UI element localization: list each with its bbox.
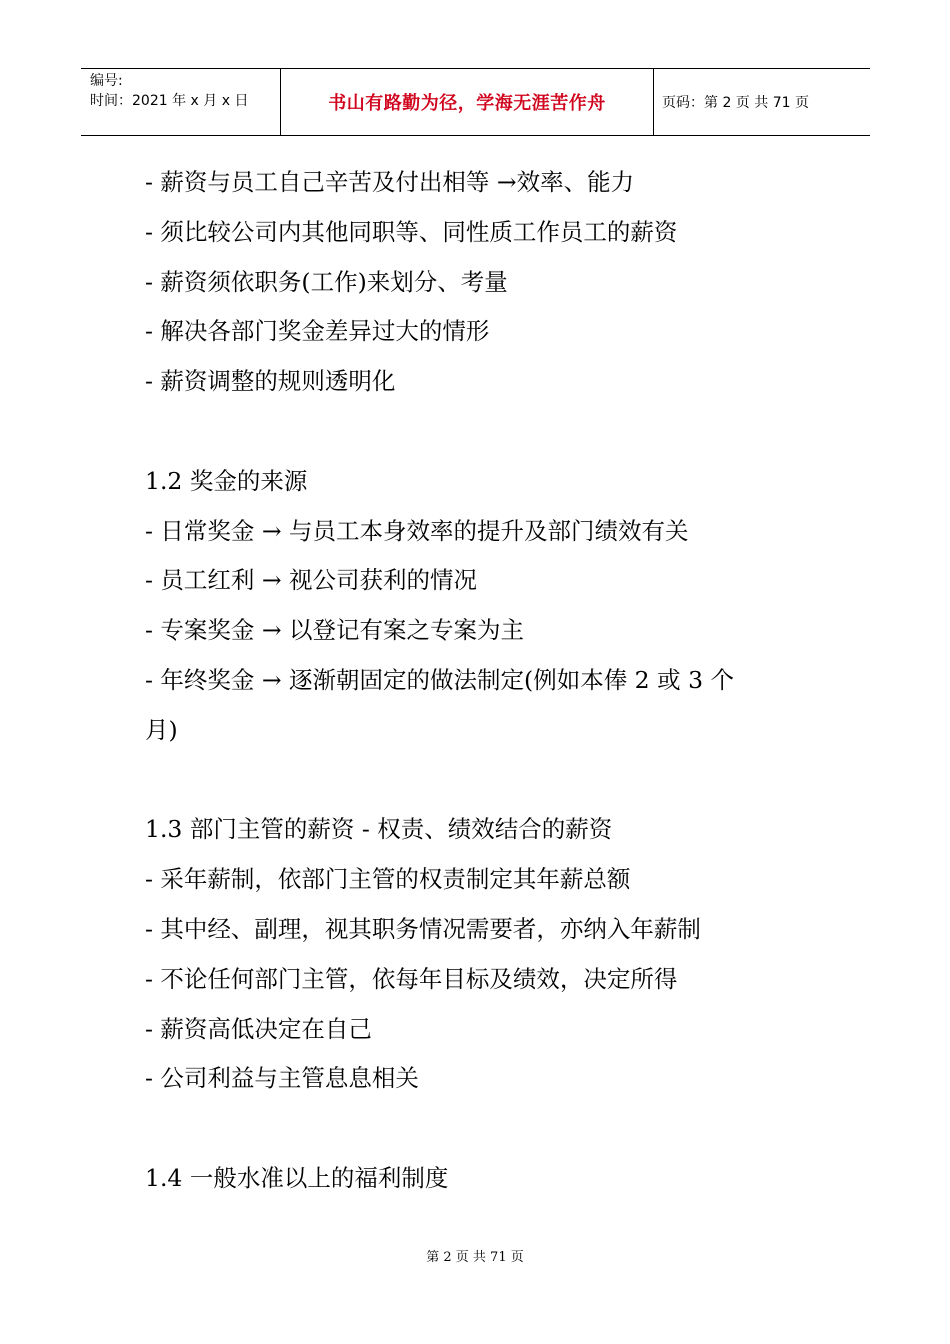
body-line: - 薪资调整的规则透明化 [145, 367, 396, 396]
body-line: - 日常奖金 → 与员工本身效率的提升及部门绩效有关 [145, 516, 689, 545]
document-body [145, 158, 815, 1204]
body-line: - 解决各部门奖金差异过大的情形 [145, 317, 490, 346]
paragraph-gap [145, 1104, 815, 1154]
section-heading: 1.4 一般水准以上的福利制度 [145, 1163, 449, 1192]
body-line: - 采年薪制，依部门主管的权责制定其年薪总额 [145, 865, 631, 894]
body-line: - 不论任何部门主管，依每年目标及绩效，决定所得 [145, 964, 678, 993]
body-line: - 专案奖金 → 以登记有案之专案为主 [145, 616, 525, 645]
paragraph-gap [145, 756, 815, 806]
header-motto: 书山有路勤为径，学海无涯苦作舟 [328, 93, 606, 114]
body-line: - 年终奖金 → 逐渐朝固定的做法制定(例如本俸 2 或 3 个 [145, 665, 734, 694]
body-line: - 薪资高低决定在自己 [145, 1014, 372, 1043]
body-line: - 员工红利 → 视公司获利的情况 [145, 566, 478, 595]
document-number-label: 编号: [90, 73, 123, 89]
body-line: - 其中经、副理，视其职务情况需要者，亦纳入年薪制 [145, 914, 701, 943]
header-motto-cell [281, 69, 654, 135]
header-meta-cell [81, 69, 281, 135]
header-page-info: 页码：第 2 页 共 71 页 [662, 95, 809, 111]
body-line: - 须比较公司内其他同职等、同性质工作员工的薪资 [145, 217, 678, 246]
body-line: - 公司利益与主管息息相关 [145, 1064, 419, 1093]
page-footer: 第 2 页 共 71 页 [426, 1250, 524, 1265]
body-line: 月) [145, 715, 178, 744]
body-line: - 薪资与员工自己辛苦及付出相等 →效率、能力 [145, 168, 635, 196]
section-heading: 1.2 奖金的来源 [145, 466, 308, 495]
paragraph-gap [145, 407, 815, 457]
body-line: - 薪资须依职务(工作)来划分、考量 [145, 267, 508, 296]
document-date-label: 时间：2021 年 x 月 x 日 [90, 93, 249, 109]
header-page-cell [654, 69, 870, 135]
document-header [81, 68, 870, 136]
section-heading: 1.3 部门主管的薪资 - 权责、绩效结合的薪资 [145, 815, 613, 844]
